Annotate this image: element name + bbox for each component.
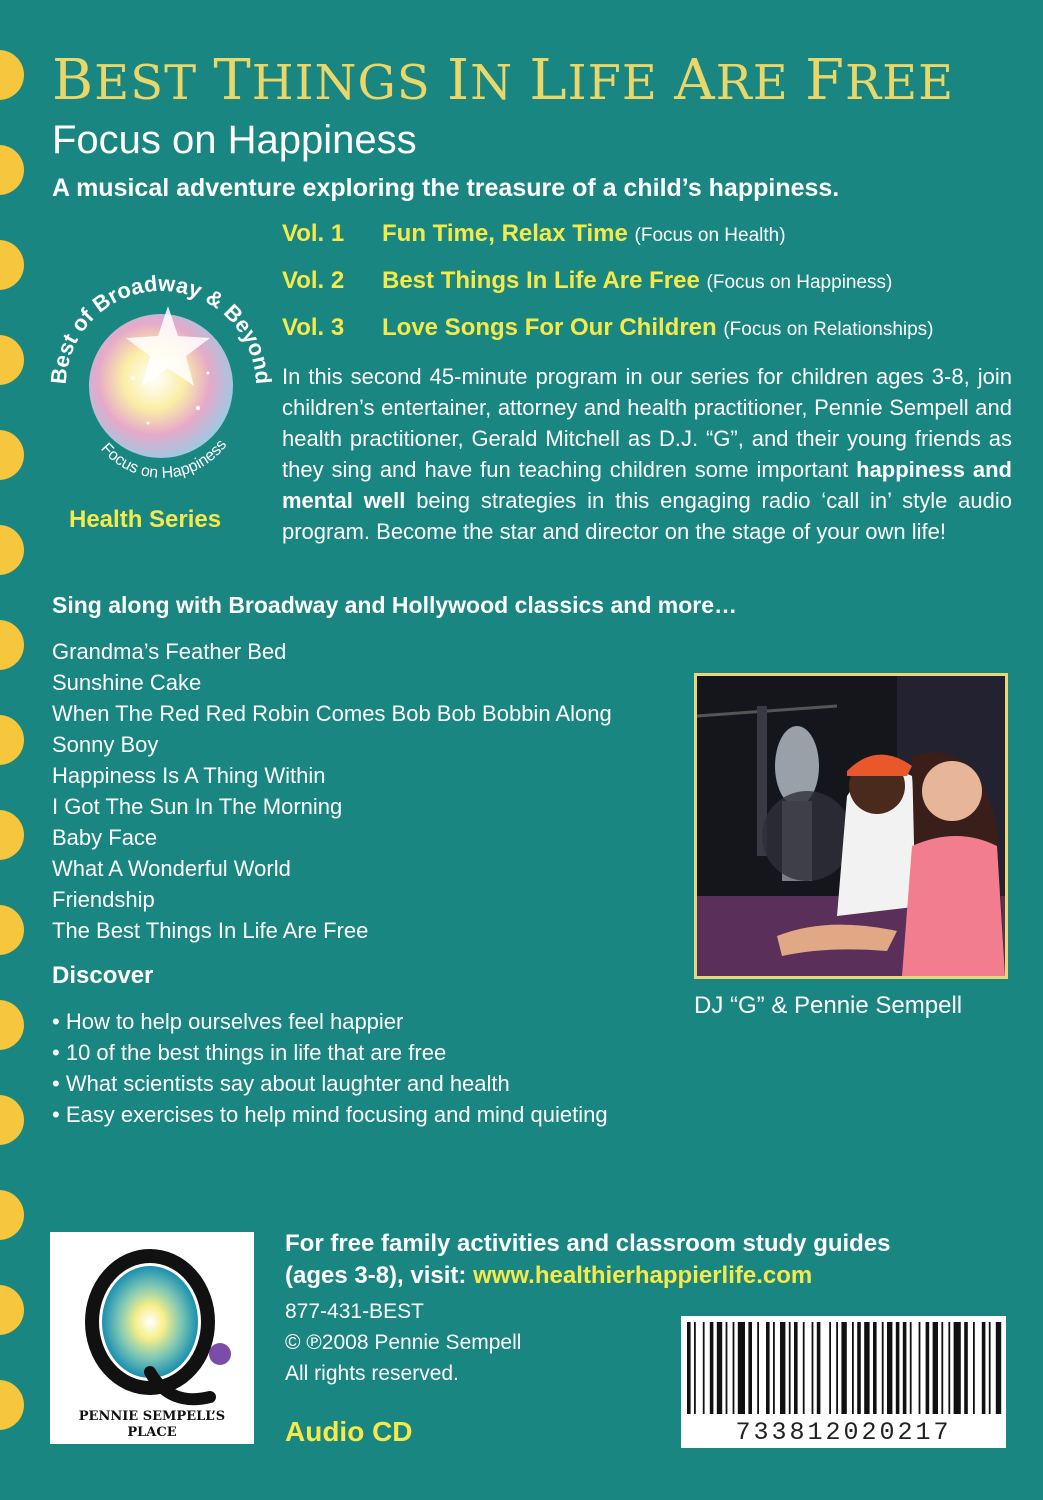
dot — [0, 240, 24, 290]
logo-inner-text: Focus on Happiness — [97, 436, 231, 482]
volume-number: Vol. 1 — [282, 220, 345, 247]
album-subtitle: Focus on Happiness — [52, 118, 417, 162]
title-rest: EST — [94, 55, 198, 111]
song-item: Sonny Boy — [52, 732, 159, 757]
discover-item: • 10 of the best things in life that are free — [52, 1037, 608, 1068]
activities-visit-line — [285, 1260, 1025, 1292]
contact-info — [285, 1296, 521, 1389]
barcode-bar — [989, 1322, 991, 1414]
dot — [0, 1095, 24, 1145]
publisher-name-line1: PENNIE SEMPELL’S — [78, 1409, 226, 1424]
volume-focus: (Focus on Happiness) — [706, 272, 893, 293]
rights-notice: All rights reserved. — [285, 1362, 459, 1385]
title-initial: B — [52, 48, 95, 113]
title-rest: RE — [715, 55, 789, 111]
barcode-bar — [996, 1322, 1001, 1414]
barcode-bar — [948, 1322, 950, 1414]
barcode-bar — [882, 1322, 884, 1414]
series-logo-graphic — [48, 258, 274, 508]
barcode-bar — [717, 1322, 722, 1414]
health-series-label: Health Series — [69, 506, 222, 533]
discover-item: • What scientists say about laughter and health — [52, 1068, 608, 1099]
barcode-bar — [812, 1322, 814, 1414]
activities-info — [285, 1228, 1025, 1292]
song-item: Happiness Is A Thing Within — [52, 763, 326, 788]
barcode-bar — [780, 1322, 785, 1414]
activities-prefix: (ages 3-8), visit: — [285, 1262, 474, 1289]
discover-list — [52, 1006, 608, 1130]
barcode-bar — [919, 1322, 921, 1414]
album-title — [52, 48, 954, 113]
photo-caption: DJ “G” & Pennie Sempell — [694, 992, 963, 1019]
volume-title: Best Things In Life Are Free — [382, 267, 700, 294]
dot — [0, 1190, 24, 1240]
description-text: being strategies in this engaging radio ‘call in’ style audio program. Become the star and director on the stage of your own life! — [282, 488, 1013, 544]
title-initial: L — [529, 48, 568, 113]
logo-arc-text: Best of Broadway & Beyond — [48, 270, 274, 386]
title-initial: I — [447, 48, 471, 113]
barcode-bar — [726, 1322, 728, 1414]
dot — [0, 335, 24, 385]
barcode-bar — [864, 1322, 869, 1414]
volume-title: Fun Time, Relax Time — [382, 220, 628, 247]
discover-item: • How to help ourselves feel happier — [52, 1006, 608, 1037]
website-link[interactable]: www.healthierhappierlife.com — [473, 1262, 813, 1289]
song-list — [52, 636, 612, 946]
publisher-logo — [50, 1232, 254, 1444]
barcode-bar — [836, 1322, 838, 1414]
barcode-bar — [710, 1322, 714, 1414]
studio-photo-image — [697, 676, 1005, 976]
barcode-bar — [733, 1322, 735, 1414]
song-item: Sunshine Cake — [52, 670, 202, 695]
barcode-bar — [964, 1322, 968, 1414]
volume-focus: (Focus on Health) — [634, 225, 786, 246]
song-item: Grandma’s Feather Bed — [52, 639, 287, 664]
dot — [0, 1000, 24, 1050]
title-initial: T — [213, 48, 252, 113]
barcode-bar — [703, 1322, 705, 1414]
barcode-bar — [903, 1322, 907, 1414]
song-item: Friendship — [52, 887, 155, 912]
barcode-bar — [982, 1322, 986, 1414]
barcode-bar — [773, 1322, 775, 1414]
dot — [0, 620, 24, 670]
song-item: Baby Face — [52, 825, 158, 850]
dot — [0, 905, 24, 955]
volume-number: Vol. 3 — [282, 314, 345, 341]
title-initial: F — [805, 48, 845, 113]
format-label: Audio CD — [285, 1416, 413, 1447]
title-rest: IFE — [567, 55, 658, 111]
title-rest: REE — [844, 55, 955, 111]
barcode-bar — [873, 1322, 877, 1414]
volume-item — [282, 267, 1022, 314]
song-item: What A Wonderful World — [52, 856, 291, 881]
title-rest: HINGS — [251, 55, 431, 111]
barcode-bar — [817, 1322, 821, 1414]
volume-focus: (Focus on Relationships) — [723, 319, 934, 340]
decorative-dots — [0, 0, 40, 1500]
title-initial: A — [674, 48, 716, 113]
volume-item — [282, 220, 1022, 267]
barcode-bar — [757, 1322, 759, 1414]
dot — [0, 1380, 24, 1430]
barcode-bar — [954, 1322, 961, 1414]
barcode-bar — [852, 1322, 854, 1414]
discover-heading: Discover — [52, 962, 154, 989]
song-item: I Got The Sun In The Morning — [52, 794, 343, 819]
dot — [0, 145, 24, 195]
dot — [0, 525, 24, 575]
series-logo — [48, 258, 274, 508]
barcode-bar — [687, 1322, 691, 1414]
barcode-bar — [933, 1322, 938, 1414]
barcode-number: 733812020217 — [735, 1418, 952, 1447]
tagline: A musical adventure exploring the treasure of a child’s happiness. — [52, 174, 840, 202]
song-item: The Best Things In Life Are Free — [52, 918, 369, 943]
barcode-bar — [973, 1322, 975, 1414]
dot — [0, 715, 24, 765]
barcode-bar — [857, 1322, 861, 1414]
dot — [0, 50, 24, 100]
volume-list — [282, 220, 1022, 361]
barcode-bar — [941, 1322, 943, 1414]
barcode-bar — [766, 1322, 770, 1414]
barcode-bar — [748, 1322, 752, 1414]
dot — [0, 430, 24, 480]
barcode-bar — [794, 1322, 798, 1414]
barcode-bar — [887, 1322, 892, 1414]
publisher-logo-graphic — [50, 1232, 254, 1444]
barcode-bar — [926, 1322, 930, 1414]
barcode-bar — [841, 1322, 846, 1414]
barcode-bar — [738, 1322, 745, 1414]
sing-along-heading: Sing along with Broadway and Hollywood classics and more… — [52, 592, 738, 618]
dot — [0, 1285, 24, 1335]
barcode-bar — [803, 1322, 805, 1414]
copyright: © ℗2008 Pennie Sempell — [285, 1331, 522, 1354]
song-item: When The Red Red Robin Comes Bob Bob Bobbin Along — [52, 701, 612, 726]
discover-item: • Easy exercises to help mind focusing and mind quieting — [52, 1099, 608, 1130]
volume-item — [282, 314, 1022, 361]
barcode-bar — [829, 1322, 831, 1414]
dot — [0, 810, 24, 860]
publisher-name-line2: PLACE — [127, 1425, 177, 1440]
studio-photo — [694, 673, 1008, 979]
description-bold: happiness and mental well — [282, 457, 1012, 513]
description-text: In this second 45-minute program in our series for children ages 3-8, join children’s entertainer, attorney and health practitioner, Pennie Sempell and health practitioner, Gerald Mitchell as D.J. “G”, and their young friends as they sing and have fun teaching children some important — [282, 364, 1012, 482]
title-rest: N — [470, 55, 514, 111]
activities-line: For free family activities and classroom study guides — [285, 1230, 891, 1257]
volume-number: Vol. 2 — [282, 267, 345, 294]
volume-title: Love Songs For Our Children — [382, 314, 717, 341]
phone-number: 877-431-BEST — [285, 1300, 424, 1323]
barcode-bar — [910, 1322, 912, 1414]
program-description — [282, 361, 1012, 547]
barcode-bar — [896, 1322, 900, 1414]
barcode-bar — [789, 1322, 791, 1414]
barcode-bar — [694, 1322, 696, 1414]
